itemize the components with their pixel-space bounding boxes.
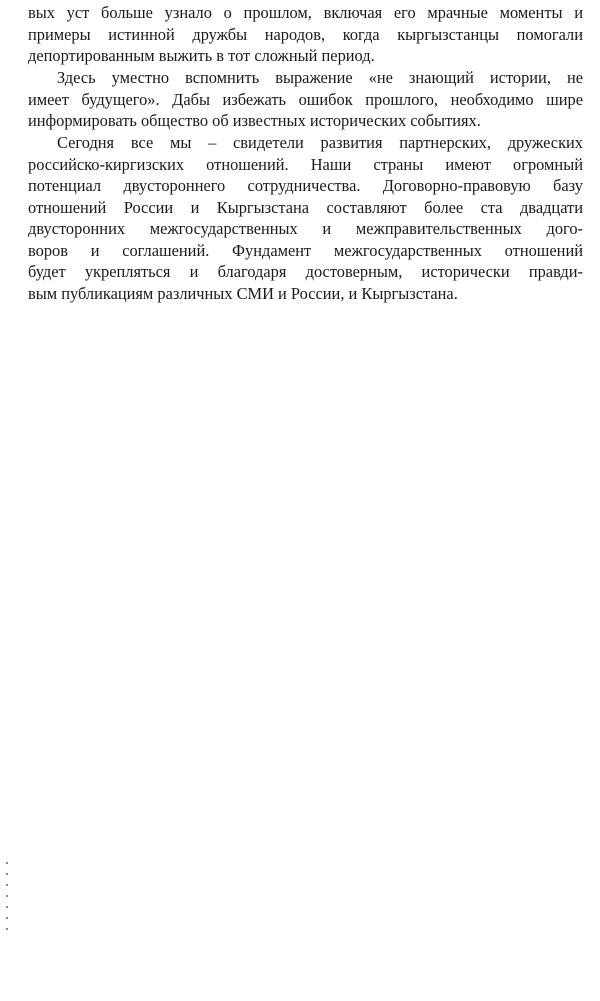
text-line: депортированным выжить в тот сложный период. <box>28 46 375 65</box>
body-text <box>28 2 583 305</box>
scan-mark <box>6 873 8 875</box>
text-line: информировать общество об известных исторических событиях. <box>28 111 481 130</box>
text-line: воров и соглашений. Фундамент межгосударственных отношений <box>28 240 583 260</box>
paragraph-1 <box>28 2 583 67</box>
text-line: российско-киргизских отношений. Наши страны имеют огромный <box>28 154 583 174</box>
scan-mark <box>6 895 8 897</box>
scan-mark <box>6 906 8 908</box>
text-line: имеет будущего». Дабы избежать ошибок прошлого, необходимо шире <box>28 89 583 109</box>
text-line: вых уст больше узнало о прошлом, включая его мрачные моменты и <box>28 3 583 22</box>
scan-mark <box>6 884 8 886</box>
text-line: отношений России и Кыргызстана составляют более ста двадцати <box>28 197 583 217</box>
text-line: Сегодня все мы – свидетели развития партнерских, дружеских <box>57 133 583 152</box>
scan-mark <box>6 917 8 919</box>
scan-margin-marks <box>5 862 9 950</box>
scan-mark <box>6 928 8 930</box>
text-line: вым публикациям различных СМИ и России, и Кыргызстана. <box>28 283 458 303</box>
paragraph-3 <box>28 132 583 304</box>
paragraph-2 <box>28 67 583 132</box>
text-line: примеры истинной дружбы народов, когда кыргызстанцы помогали <box>28 24 583 44</box>
text-line: будет укрепляться и благодаря достоверным, исторически правди- <box>28 262 583 281</box>
text-line: потенциал двустороннего сотрудничества. Договорно-правовую базу <box>28 176 583 195</box>
scan-mark <box>6 862 8 864</box>
text-line: Здесь уместно вспомнить выражение «не знающий истории, не <box>57 68 583 87</box>
text-line: двусторонних межгосударственных и межправительственных дого- <box>28 219 583 238</box>
